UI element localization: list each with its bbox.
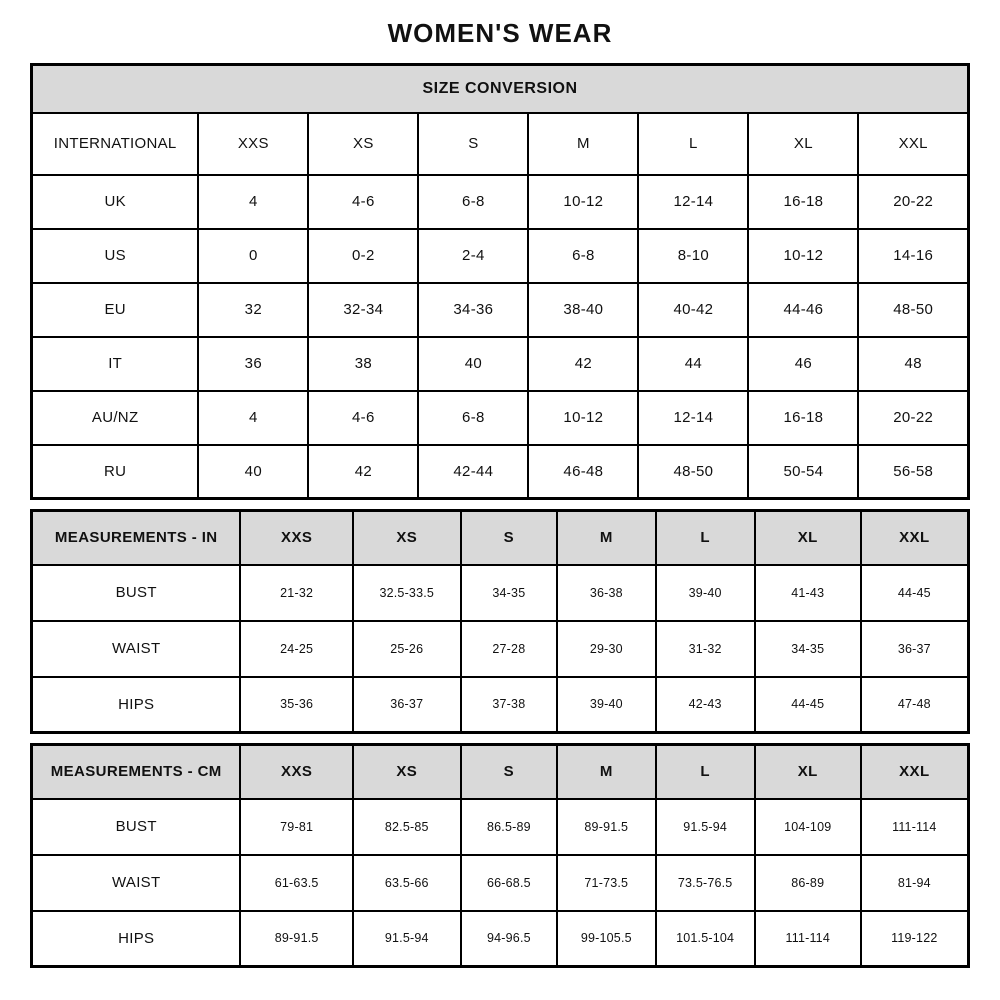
size-column-header: XS xyxy=(353,511,461,565)
table-row xyxy=(32,677,969,733)
size-conversion-banner-row xyxy=(32,65,969,113)
value-cell: 4 xyxy=(198,391,308,445)
value-cell: 4-6 xyxy=(308,391,418,445)
measurements-in-column-header-row xyxy=(32,511,969,565)
measurements-cm-column-header-row xyxy=(32,745,969,799)
row-label: RU xyxy=(32,445,199,499)
size-conversion-body xyxy=(32,175,969,499)
row-label: IT xyxy=(32,337,199,391)
table-row xyxy=(32,565,969,621)
value-cell: 48 xyxy=(858,337,968,391)
value-cell: 12-14 xyxy=(638,391,748,445)
value-cell: 111-114 xyxy=(755,911,861,967)
row-label: AU/NZ xyxy=(32,391,199,445)
row-label: WAIST xyxy=(32,855,241,911)
value-cell: 81-94 xyxy=(861,855,969,911)
value-cell: 94-96.5 xyxy=(461,911,558,967)
value-cell: 21-32 xyxy=(240,565,352,621)
measurements-in-table xyxy=(30,509,970,734)
value-cell: 48-50 xyxy=(638,445,748,499)
size-column-header: S xyxy=(461,745,558,799)
value-cell: 37-38 xyxy=(461,677,558,733)
value-cell: 42 xyxy=(528,337,638,391)
value-cell: 66-68.5 xyxy=(461,855,558,911)
size-column-header: XS xyxy=(353,745,461,799)
value-cell: 101.5-104 xyxy=(656,911,755,967)
size-column-header: XL xyxy=(748,113,858,175)
size-column-header: L xyxy=(656,745,755,799)
value-cell: 35-36 xyxy=(240,677,352,733)
value-cell: 119-122 xyxy=(861,911,969,967)
size-column-header: M xyxy=(557,745,655,799)
value-cell: 16-18 xyxy=(748,391,858,445)
row-label: HIPS xyxy=(32,677,241,733)
value-cell: 91.5-94 xyxy=(353,911,461,967)
value-cell: 36 xyxy=(198,337,308,391)
table-row xyxy=(32,855,969,911)
value-cell: 46 xyxy=(748,337,858,391)
value-cell: 8-10 xyxy=(638,229,748,283)
value-cell: 20-22 xyxy=(858,175,968,229)
value-cell: 25-26 xyxy=(353,621,461,677)
table-label-header: INTERNATIONAL xyxy=(32,113,199,175)
value-cell: 50-54 xyxy=(748,445,858,499)
value-cell: 10-12 xyxy=(528,175,638,229)
size-conversion-column-header-row xyxy=(32,113,969,175)
value-cell: 10-12 xyxy=(748,229,858,283)
value-cell: 39-40 xyxy=(656,565,755,621)
value-cell: 63.5-66 xyxy=(353,855,461,911)
table-row xyxy=(32,283,969,337)
value-cell: 32 xyxy=(198,283,308,337)
value-cell: 20-22 xyxy=(858,391,968,445)
size-column-header: XXL xyxy=(861,745,969,799)
measurements-cm-table xyxy=(30,743,970,968)
size-column-header: L xyxy=(656,511,755,565)
table-row xyxy=(32,621,969,677)
value-cell: 41-43 xyxy=(755,565,861,621)
value-cell: 2-4 xyxy=(418,229,528,283)
value-cell: 24-25 xyxy=(240,621,352,677)
value-cell: 61-63.5 xyxy=(240,855,352,911)
measurements-cm-body xyxy=(32,799,969,967)
value-cell: 89-91.5 xyxy=(240,911,352,967)
value-cell: 0 xyxy=(198,229,308,283)
value-cell: 34-36 xyxy=(418,283,528,337)
page-title: WOMEN'S WEAR xyxy=(387,18,613,48)
row-label: EU xyxy=(32,283,199,337)
value-cell: 6-8 xyxy=(418,175,528,229)
size-column-header: M xyxy=(528,113,638,175)
size-conversion-table xyxy=(30,63,970,500)
size-column-header: XXS xyxy=(198,113,308,175)
value-cell: 42-43 xyxy=(656,677,755,733)
value-cell: 82.5-85 xyxy=(353,799,461,855)
value-cell: 16-18 xyxy=(748,175,858,229)
value-cell: 89-91.5 xyxy=(557,799,655,855)
size-column-header: XL xyxy=(755,745,861,799)
value-cell: 39-40 xyxy=(557,677,655,733)
table-row xyxy=(32,391,969,445)
value-cell: 42 xyxy=(308,445,418,499)
value-cell: 91.5-94 xyxy=(656,799,755,855)
size-column-header: XXS xyxy=(240,511,352,565)
size-column-header: M xyxy=(557,511,655,565)
value-cell: 73.5-76.5 xyxy=(656,855,755,911)
table-label-header: MEASUREMENTS - CM xyxy=(32,745,241,799)
size-column-header: XXS xyxy=(240,745,352,799)
value-cell: 42-44 xyxy=(418,445,528,499)
measurements-in-body xyxy=(32,565,969,733)
size-column-header: L xyxy=(638,113,748,175)
value-cell: 40-42 xyxy=(638,283,748,337)
value-cell: 29-30 xyxy=(557,621,655,677)
row-label: HIPS xyxy=(32,911,241,967)
value-cell: 79-81 xyxy=(240,799,352,855)
value-cell: 44 xyxy=(638,337,748,391)
value-cell: 111-114 xyxy=(861,799,969,855)
table-row xyxy=(32,175,969,229)
value-cell: 6-8 xyxy=(528,229,638,283)
value-cell: 31-32 xyxy=(656,621,755,677)
row-label: BUST xyxy=(32,565,241,621)
value-cell: 0-2 xyxy=(308,229,418,283)
value-cell: 32.5-33.5 xyxy=(353,565,461,621)
table-row xyxy=(32,337,969,391)
value-cell: 99-105.5 xyxy=(557,911,655,967)
row-label: BUST xyxy=(32,799,241,855)
value-cell: 27-28 xyxy=(461,621,558,677)
value-cell: 86-89 xyxy=(755,855,861,911)
value-cell: 48-50 xyxy=(858,283,968,337)
value-cell: 38 xyxy=(308,337,418,391)
value-cell: 32-34 xyxy=(308,283,418,337)
value-cell: 47-48 xyxy=(861,677,969,733)
size-column-header: XXL xyxy=(861,511,969,565)
value-cell: 104-109 xyxy=(755,799,861,855)
value-cell: 6-8 xyxy=(418,391,528,445)
value-cell: 71-73.5 xyxy=(557,855,655,911)
table-row xyxy=(32,799,969,855)
value-cell: 34-35 xyxy=(461,565,558,621)
value-cell: 86.5-89 xyxy=(461,799,558,855)
value-cell: 38-40 xyxy=(528,283,638,337)
value-cell: 10-12 xyxy=(528,391,638,445)
value-cell: 40 xyxy=(418,337,528,391)
row-label: US xyxy=(32,229,199,283)
table-label-header: MEASUREMENTS - IN xyxy=(32,511,241,565)
value-cell: 14-16 xyxy=(858,229,968,283)
value-cell: 46-48 xyxy=(528,445,638,499)
size-conversion-title: SIZE CONVERSION xyxy=(32,65,969,113)
value-cell: 44-45 xyxy=(861,565,969,621)
table-row xyxy=(32,445,969,499)
size-column-header: XXL xyxy=(858,113,968,175)
value-cell: 34-35 xyxy=(755,621,861,677)
row-label: WAIST xyxy=(32,621,241,677)
row-label: UK xyxy=(32,175,199,229)
size-column-header: S xyxy=(418,113,528,175)
value-cell: 44-45 xyxy=(755,677,861,733)
value-cell: 12-14 xyxy=(638,175,748,229)
size-column-header: XL xyxy=(755,511,861,565)
value-cell: 36-38 xyxy=(557,565,655,621)
value-cell: 4 xyxy=(198,175,308,229)
table-row xyxy=(32,229,969,283)
value-cell: 40 xyxy=(198,445,308,499)
size-column-header: S xyxy=(461,511,558,565)
table-row xyxy=(32,911,969,967)
value-cell: 36-37 xyxy=(353,677,461,733)
value-cell: 44-46 xyxy=(748,283,858,337)
value-cell: 56-58 xyxy=(858,445,968,499)
value-cell: 36-37 xyxy=(861,621,969,677)
size-column-header: XS xyxy=(308,113,418,175)
value-cell: 4-6 xyxy=(308,175,418,229)
